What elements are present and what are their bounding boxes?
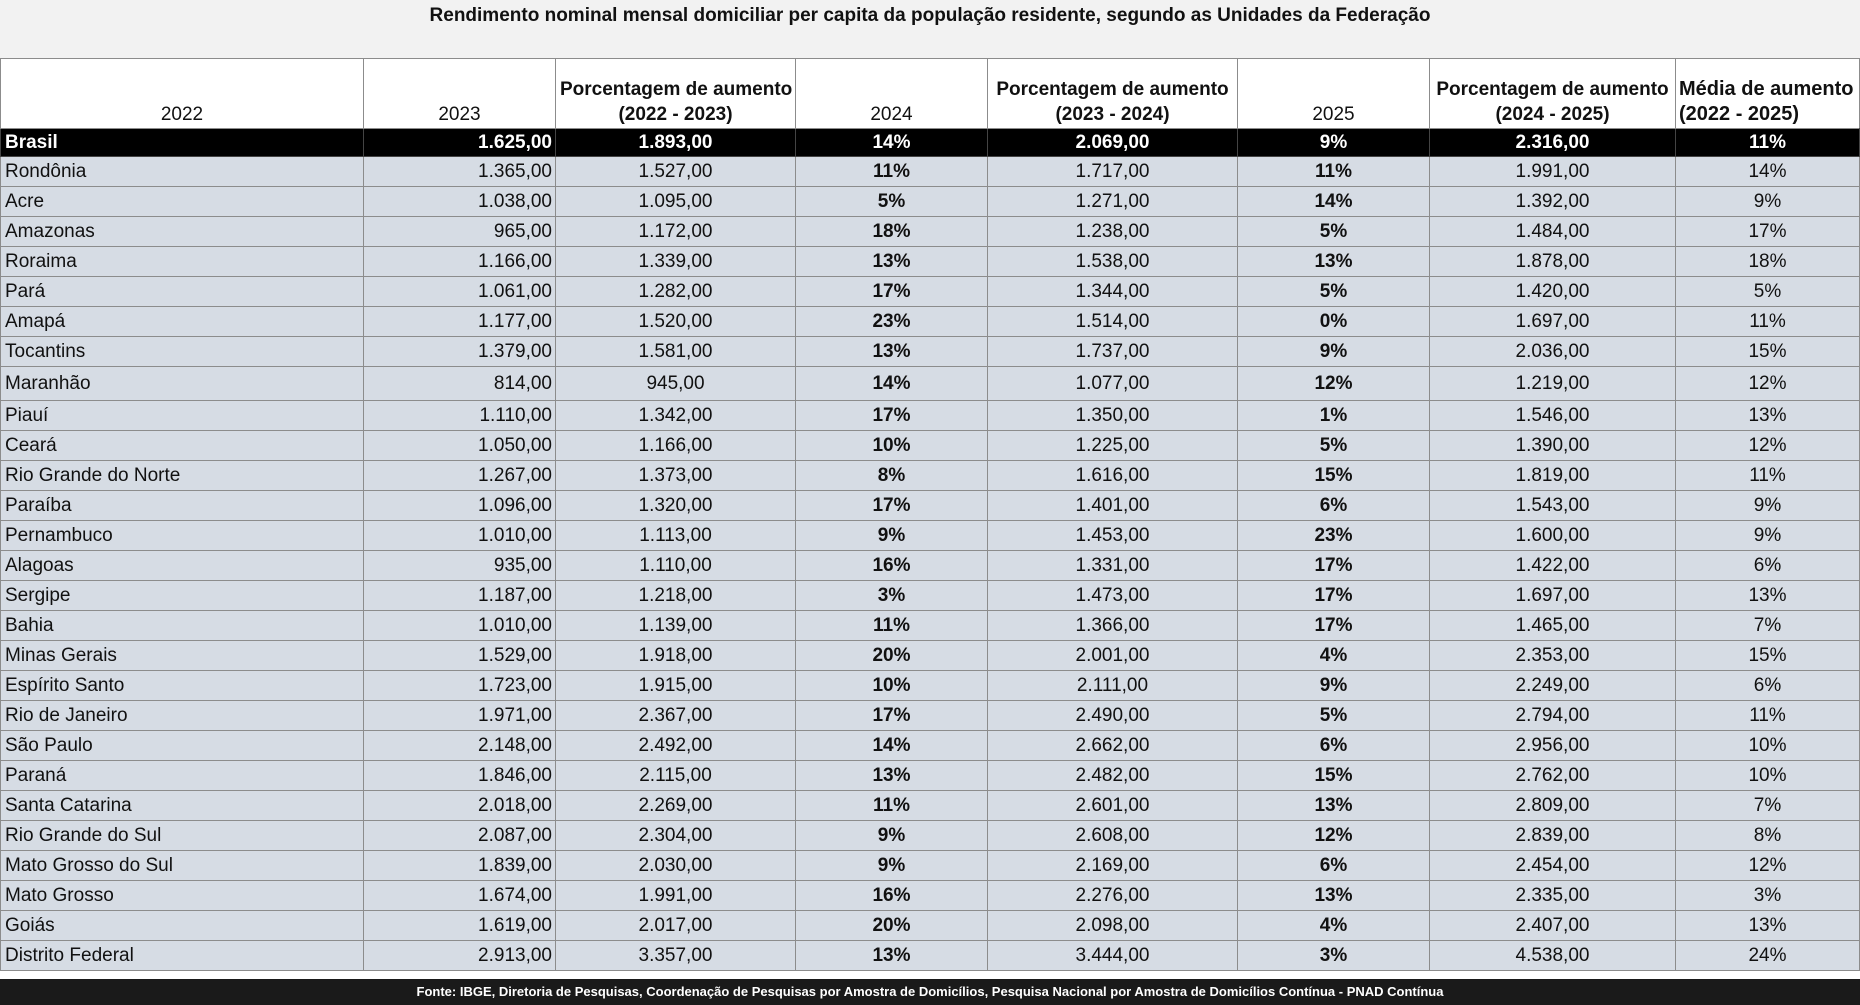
cell-pct-2022-2023[interactable]: 17% [796,277,988,307]
cell-2023[interactable]: 1.320,00 [556,491,796,521]
cell-pct-2024-2025[interactable]: 10% [1676,761,1860,791]
cell-pct-2024-2025[interactable]: 24% [1676,941,1860,971]
cell-2024[interactable]: 1.350,00 [988,401,1238,431]
cell-2024[interactable]: 1.331,00 [988,551,1238,581]
cell-pct-2024-2025[interactable]: 6% [1676,551,1860,581]
cell-2024[interactable]: 2.662,00 [988,731,1238,761]
cell-2022[interactable]: 2.148,00 [364,731,556,761]
cell-pct-2023-2024[interactable]: 0% [1238,307,1430,337]
table-row [1,367,1860,401]
cell-2022[interactable]: 1.674,00 [364,881,556,911]
cell-2022[interactable]: 1.529,00 [364,641,556,671]
table-row [1,277,1860,307]
cell-2025[interactable]: 1.878,00 [1430,247,1676,277]
cell-pct-2024-2025[interactable]: 11% [1676,129,1860,157]
header-2023[interactable]: 2023 [364,59,556,129]
cell-pct-2024-2025[interactable]: 6% [1676,671,1860,701]
cell-2023[interactable]: 2.269,00 [556,791,796,821]
cell-2022[interactable]: 1.839,00 [364,851,556,881]
cell-2024[interactable]: 2.276,00 [988,881,1238,911]
table-title: Rendimento nominal mensal domiciliar per capita da população residente, segundo as Unidades da Federação [0,0,1860,59]
cell-state-name[interactable]: Amapá [1,307,364,337]
header-avg-line2: (2022 - 2025) [1679,103,1800,125]
cell-pct-2024-2025[interactable]: 12% [1676,851,1860,881]
cell-pct-2023-2024[interactable]: 5% [1238,701,1430,731]
cell-2024[interactable]: 2.490,00 [988,701,1238,731]
cell-pct-2024-2025[interactable]: 10% [1676,731,1860,761]
cell-2024[interactable]: 1.344,00 [988,277,1238,307]
cell-2024[interactable]: 1.538,00 [988,247,1238,277]
cell-2023[interactable]: 2.304,00 [556,821,796,851]
cell-pct-2023-2024[interactable]: 11% [1238,157,1430,187]
cell-pct-2022-2023[interactable]: 17% [796,701,988,731]
cell-2023[interactable]: 945,00 [556,367,796,401]
cell-2023[interactable]: 2.492,00 [556,731,796,761]
cell-2025[interactable]: 2.407,00 [1430,911,1676,941]
cell-state-name[interactable]: Paraíba [1,491,364,521]
cell-pct-2022-2023[interactable]: 14% [796,129,988,157]
cell-2023[interactable]: 1.218,00 [556,581,796,611]
cell-state-name[interactable]: Rondônia [1,157,364,187]
cell-2023[interactable]: 1.915,00 [556,671,796,701]
cell-state-name[interactable]: Goiás [1,911,364,941]
cell-2022[interactable]: 1.010,00 [364,521,556,551]
cell-2022[interactable]: 1.625,00 [364,129,556,157]
header-2024[interactable]: 2024 [796,59,988,129]
cell-2024[interactable]: 2.601,00 [988,791,1238,821]
cell-pct-2024-2025[interactable]: 17% [1676,217,1860,247]
cell-2023[interactable]: 1.095,00 [556,187,796,217]
cell-pct-2023-2024[interactable]: 15% [1238,461,1430,491]
table-row [1,521,1860,551]
cell-pct-2023-2024[interactable]: 9% [1238,671,1430,701]
table-row [1,431,1860,461]
cell-pct-2022-2023[interactable]: 23% [796,307,988,337]
cell-2022[interactable]: 2.913,00 [364,941,556,971]
cell-pct-2022-2023[interactable]: 10% [796,671,988,701]
cell-2022[interactable]: 2.087,00 [364,821,556,851]
cell-pct-2024-2025[interactable]: 12% [1676,367,1860,401]
cell-2023[interactable]: 3.357,00 [556,941,796,971]
cell-pct-2024-2025[interactable]: 9% [1676,491,1860,521]
cell-pct-2023-2024[interactable]: 4% [1238,911,1430,941]
cell-2025[interactable]: 2.335,00 [1430,881,1676,911]
cell-state-name[interactable]: Espírito Santo [1,671,364,701]
cell-state-name[interactable]: Rio Grande do Norte [1,461,364,491]
cell-2024[interactable]: 1.616,00 [988,461,1238,491]
cell-pct-2022-2023[interactable]: 13% [796,337,988,367]
cell-pct-2022-2023[interactable]: 8% [796,461,988,491]
table-row [1,731,1860,761]
cell-pct-2024-2025[interactable]: 12% [1676,431,1860,461]
cell-pct-2023-2024[interactable]: 13% [1238,791,1430,821]
cell-pct-2024-2025[interactable]: 5% [1676,277,1860,307]
cell-2024[interactable]: 1.238,00 [988,217,1238,247]
table-row [1,217,1860,247]
cell-state-name[interactable]: Paraná [1,761,364,791]
table-row [1,761,1860,791]
cell-2025[interactable]: 1.484,00 [1430,217,1676,247]
cell-state-name[interactable]: Rio de Janeiro [1,701,364,731]
cell-2023[interactable]: 1.339,00 [556,247,796,277]
cell-pct-2023-2024[interactable]: 15% [1238,761,1430,791]
cell-pct-2023-2024[interactable]: 17% [1238,611,1430,641]
cell-pct-2024-2025[interactable]: 14% [1676,157,1860,187]
cell-state-name[interactable]: Minas Gerais [1,641,364,671]
cell-2022[interactable]: 1.061,00 [364,277,556,307]
cell-pct-2023-2024[interactable]: 13% [1238,247,1430,277]
cell-2025[interactable]: 1.390,00 [1430,431,1676,461]
cell-2023[interactable]: 1.893,00 [556,129,796,157]
cell-2023[interactable]: 1.581,00 [556,337,796,367]
cell-2023[interactable]: 1.991,00 [556,881,796,911]
cell-2023[interactable]: 2.017,00 [556,911,796,941]
header-pct-2022-2023[interactable] [556,59,796,129]
cell-pct-2022-2023[interactable]: 14% [796,367,988,401]
cell-state-name[interactable]: Tocantins [1,337,364,367]
table-row [1,851,1860,881]
header-2025[interactable]: 2025 [1238,59,1430,129]
cell-2022[interactable]: 1.110,00 [364,401,556,431]
cell-pct-2022-2023[interactable]: 17% [796,491,988,521]
table-row [1,671,1860,701]
cell-pct-2024-2025[interactable]: 7% [1676,611,1860,641]
cell-2025[interactable]: 2.036,00 [1430,337,1676,367]
cell-pct-2023-2024[interactable]: 23% [1238,521,1430,551]
cell-state-name[interactable]: Rio Grande do Sul [1,821,364,851]
cell-pct-2024-2025[interactable]: 13% [1676,401,1860,431]
cell-2025[interactable]: 1.422,00 [1430,551,1676,581]
cell-pct-2023-2024[interactable]: 6% [1238,491,1430,521]
cell-2025[interactable]: 2.839,00 [1430,821,1676,851]
cell-pct-2022-2023[interactable]: 16% [796,551,988,581]
cell-pct-2022-2023[interactable]: 11% [796,791,988,821]
cell-2024[interactable]: 1.366,00 [988,611,1238,641]
table-row [1,611,1860,641]
cell-pct-2022-2023[interactable]: 3% [796,581,988,611]
cell-2022[interactable]: 1.971,00 [364,701,556,731]
cell-2022[interactable]: 1.619,00 [364,911,556,941]
cell-pct-2022-2023[interactable]: 13% [796,247,988,277]
cell-pct-2024-2025[interactable]: 7% [1676,791,1860,821]
cell-pct-2022-2023[interactable]: 13% [796,761,988,791]
cell-state-name[interactable]: Pernambuco [1,521,364,551]
cell-pct-2023-2024[interactable]: 5% [1238,431,1430,461]
cell-pct-2023-2024[interactable]: 17% [1238,551,1430,581]
cell-2025[interactable]: 2.794,00 [1430,701,1676,731]
header-row [1,59,1860,129]
cell-pct-2024-2025[interactable]: 11% [1676,461,1860,491]
cell-pct-2024-2025[interactable]: 3% [1676,881,1860,911]
table-row [1,187,1860,217]
cell-pct-2024-2025[interactable]: 13% [1676,581,1860,611]
cell-2022[interactable]: 1.187,00 [364,581,556,611]
cell-2025[interactable]: 1.819,00 [1430,461,1676,491]
cell-2025[interactable]: 1.546,00 [1430,401,1676,431]
table-row [1,701,1860,731]
cell-2022[interactable]: 1.846,00 [364,761,556,791]
cell-2023[interactable]: 2.367,00 [556,701,796,731]
header-avg-line1: Média de aumento [1679,78,1854,100]
cell-2024[interactable]: 1.271,00 [988,187,1238,217]
cell-pct-2023-2024[interactable]: 17% [1238,581,1430,611]
table-row [1,461,1860,491]
cell-2022[interactable]: 2.018,00 [364,791,556,821]
cell-pct-2024-2025[interactable]: 13% [1676,911,1860,941]
cell-pct-2024-2025[interactable]: 8% [1676,821,1860,851]
cell-pct-2023-2024[interactable]: 3% [1238,941,1430,971]
cell-state-name[interactable]: Mato Grosso do Sul [1,851,364,881]
cell-pct-2023-2024[interactable]: 5% [1238,277,1430,307]
cell-pct-2022-2023[interactable]: 9% [796,521,988,551]
cell-pct-2023-2024[interactable]: 9% [1238,337,1430,367]
cell-pct-2022-2023[interactable]: 5% [796,187,988,217]
cell-2025[interactable]: 4.538,00 [1430,941,1676,971]
cell-2025[interactable]: 2.249,00 [1430,671,1676,701]
cell-2023[interactable]: 1.172,00 [556,217,796,247]
cell-2024[interactable]: 1.737,00 [988,337,1238,367]
cell-2024[interactable]: 2.482,00 [988,761,1238,791]
cell-2023[interactable]: 1.342,00 [556,401,796,431]
cell-pct-2022-2023[interactable]: 18% [796,217,988,247]
table-row [1,941,1860,971]
header-pct-2023-2024[interactable] [988,59,1238,129]
table-row [1,307,1860,337]
cell-2022[interactable]: 1.010,00 [364,611,556,641]
cell-pct-2023-2024[interactable]: 12% [1238,821,1430,851]
cell-pct-2022-2023[interactable]: 13% [796,941,988,971]
cell-pct-2023-2024[interactable]: 14% [1238,187,1430,217]
cell-state-name[interactable]: Mato Grosso [1,881,364,911]
header-pct-2022-2023-line2: (2022 - 2023) [618,104,733,125]
cell-pct-2022-2023[interactable]: 16% [796,881,988,911]
header-avg-2022-2025[interactable] [1676,59,1860,129]
cell-2025[interactable]: 2.956,00 [1430,731,1676,761]
cell-pct-2024-2025[interactable]: 9% [1676,187,1860,217]
cell-2024[interactable]: 1.077,00 [988,367,1238,401]
table-row [1,247,1860,277]
cell-2022[interactable]: 1.723,00 [364,671,556,701]
cell-pct-2023-2024[interactable]: 5% [1238,217,1430,247]
cell-pct-2023-2024[interactable]: 6% [1238,731,1430,761]
cell-2022[interactable]: 1.267,00 [364,461,556,491]
cell-pct-2024-2025[interactable]: 9% [1676,521,1860,551]
table-row-total [1,129,1860,157]
cell-2025[interactable]: 1.697,00 [1430,307,1676,337]
cell-pct-2024-2025[interactable]: 15% [1676,337,1860,367]
cell-pct-2024-2025[interactable]: 11% [1676,307,1860,337]
cell-2025[interactable]: 1.219,00 [1430,367,1676,401]
cell-state-name[interactable]: Maranhão [1,367,364,401]
cell-2023[interactable]: 1.373,00 [556,461,796,491]
cell-2024[interactable]: 1.473,00 [988,581,1238,611]
header-pct-2024-2025-line2: (2024 - 2025) [1495,104,1610,125]
cell-2022[interactable]: 1.365,00 [364,157,556,187]
table-row [1,157,1860,187]
cell-pct-2023-2024[interactable]: 6% [1238,851,1430,881]
table-body [1,129,1860,971]
cell-state-name[interactable]: Ceará [1,431,364,461]
cell-state-name[interactable]: Sergipe [1,581,364,611]
table-row [1,337,1860,367]
cell-2023[interactable]: 1.139,00 [556,611,796,641]
cell-pct-2022-2023[interactable]: 20% [796,911,988,941]
cell-pct-2023-2024[interactable]: 12% [1238,367,1430,401]
header-pct-2023-2024-line2: (2023 - 2024) [1055,104,1170,125]
cell-pct-2022-2023[interactable]: 14% [796,731,988,761]
cell-pct-2022-2023[interactable]: 17% [796,401,988,431]
cell-2022[interactable]: 1.050,00 [364,431,556,461]
cell-pct-2022-2023[interactable]: 10% [796,431,988,461]
cell-state-name[interactable]: Amazonas [1,217,364,247]
cell-2024[interactable]: 1.225,00 [988,431,1238,461]
table-row [1,551,1860,581]
cell-state-name[interactable]: São Paulo [1,731,364,761]
cell-2023[interactable]: 1.520,00 [556,307,796,337]
cell-2024[interactable]: 2.098,00 [988,911,1238,941]
cell-2023[interactable]: 1.282,00 [556,277,796,307]
header-pct-2023-2024-line1: Porcentagem de aumento [996,79,1229,100]
cell-2022[interactable]: 1.177,00 [364,307,556,337]
cell-2024[interactable]: 1.401,00 [988,491,1238,521]
cell-pct-2024-2025[interactable]: 15% [1676,641,1860,671]
cell-2023[interactable]: 1.527,00 [556,157,796,187]
cell-2022[interactable]: 1.038,00 [364,187,556,217]
cell-2024[interactable]: 1.717,00 [988,157,1238,187]
cell-2025[interactable]: 2.762,00 [1430,761,1676,791]
cell-2024[interactable]: 2.169,00 [988,851,1238,881]
cell-2023[interactable]: 1.110,00 [556,551,796,581]
cell-2024[interactable]: 1.453,00 [988,521,1238,551]
cell-pct-2022-2023[interactable]: 9% [796,851,988,881]
table-row [1,911,1860,941]
cell-pct-2022-2023[interactable]: 20% [796,641,988,671]
cell-state-name[interactable]: Brasil [1,129,364,157]
cell-state-name[interactable]: Piauí [1,401,364,431]
table-row [1,401,1860,431]
header-pct-2022-2023-line1: Porcentagem de aumento [560,79,793,100]
table-row [1,641,1860,671]
cell-2025[interactable]: 1.543,00 [1430,491,1676,521]
income-table [0,58,1860,971]
cell-state-name[interactable]: Bahia [1,611,364,641]
cell-2024[interactable]: 3.444,00 [988,941,1238,971]
cell-2025[interactable]: 1.465,00 [1430,611,1676,641]
table-row [1,791,1860,821]
table-row [1,581,1860,611]
source-footer: Fonte: IBGE, Diretoria de Pesquisas, Coordenação de Pesquisas por Amostra de Domicílios, Pesquisa Nacional por Amostra de Domicílios Contínua - PNAD Contínua [0,979,1860,1005]
cell-state-name[interactable]: Pará [1,277,364,307]
cell-pct-2023-2024[interactable]: 1% [1238,401,1430,431]
cell-2024[interactable]: 2.001,00 [988,641,1238,671]
cell-2022[interactable]: 1.379,00 [364,337,556,367]
header-pct-2024-2025-line1: Porcentagem de aumento [1436,79,1669,100]
cell-pct-2022-2023[interactable]: 9% [796,821,988,851]
cell-2025[interactable]: 1.991,00 [1430,157,1676,187]
cell-2025[interactable]: 1.420,00 [1430,277,1676,307]
cell-2023[interactable]: 1.166,00 [556,431,796,461]
cell-pct-2023-2024[interactable]: 9% [1238,129,1430,157]
cell-2025[interactable]: 2.316,00 [1430,129,1676,157]
table-row [1,821,1860,851]
cell-2025[interactable]: 2.454,00 [1430,851,1676,881]
cell-2022[interactable]: 965,00 [364,217,556,247]
cell-state-name[interactable]: Roraima [1,247,364,277]
cell-2024[interactable]: 2.111,00 [988,671,1238,701]
cell-2024[interactable]: 1.514,00 [988,307,1238,337]
cell-state-name[interactable]: Distrito Federal [1,941,364,971]
cell-2024[interactable]: 2.069,00 [988,129,1238,157]
cell-2025[interactable]: 1.697,00 [1430,581,1676,611]
cell-2025[interactable]: 2.809,00 [1430,791,1676,821]
cell-2024[interactable]: 2.608,00 [988,821,1238,851]
cell-pct-2023-2024[interactable]: 4% [1238,641,1430,671]
cell-pct-2022-2023[interactable]: 11% [796,157,988,187]
cell-pct-2022-2023[interactable]: 11% [796,611,988,641]
cell-2022[interactable]: 935,00 [364,551,556,581]
table-row [1,881,1860,911]
cell-pct-2024-2025[interactable]: 11% [1676,701,1860,731]
header-2022[interactable]: 2022 [1,59,364,129]
header-pct-2024-2025[interactable] [1430,59,1676,129]
cell-state-name[interactable]: Acre [1,187,364,217]
cell-state-name[interactable]: Santa Catarina [1,791,364,821]
cell-2023[interactable]: 1.918,00 [556,641,796,671]
cell-2022[interactable]: 1.166,00 [364,247,556,277]
cell-2025[interactable]: 1.600,00 [1430,521,1676,551]
cell-2023[interactable]: 2.030,00 [556,851,796,881]
cell-2022[interactable]: 814,00 [364,367,556,401]
cell-state-name[interactable]: Alagoas [1,551,364,581]
cell-2022[interactable]: 1.096,00 [364,491,556,521]
cell-2023[interactable]: 2.115,00 [556,761,796,791]
cell-2025[interactable]: 1.392,00 [1430,187,1676,217]
cell-pct-2023-2024[interactable]: 13% [1238,881,1430,911]
cell-pct-2024-2025[interactable]: 18% [1676,247,1860,277]
cell-2023[interactable]: 1.113,00 [556,521,796,551]
cell-2025[interactable]: 2.353,00 [1430,641,1676,671]
table-row [1,491,1860,521]
